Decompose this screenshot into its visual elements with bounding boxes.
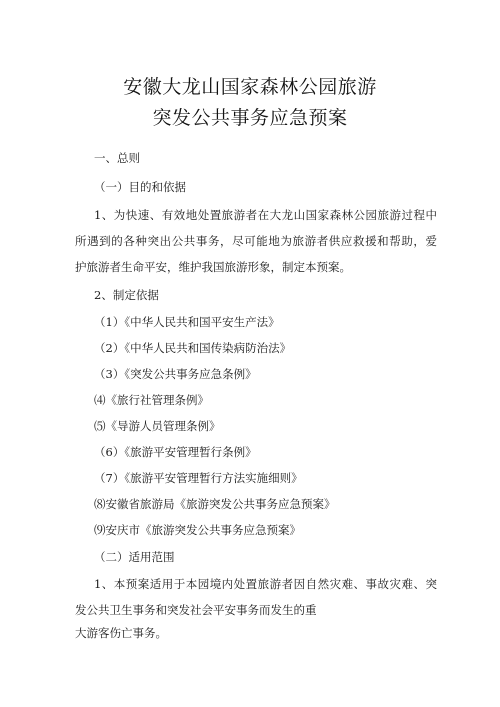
document-title-line-2: 突发公共事务应急预案 [152, 107, 348, 129]
subsection-heading-scope: （二）适用范围 [94, 550, 175, 564]
basis-item: （6）《旅游平安管理暂行条例》 [94, 445, 257, 459]
basis-item: （7）《旅游平安管理暂行方法实施细则》 [94, 471, 303, 485]
section-heading-general: 一、总则 [94, 151, 140, 165]
paragraph-scope-line-1: 1、本预案适用于本园境内处置旅游者因自然灾难、事故灾难、突 [94, 577, 437, 591]
basis-item: ⑷《旅行社管理条例》 [94, 393, 209, 407]
paragraph-purpose-line-2: 所遇到的各种突出公共事务，尽可能地为旅游者供应救援和帮助，爱 [75, 234, 437, 248]
paragraph-purpose-line-1: 1、为快速、有效地处置旅游者在大龙山国家森林公园旅游过程中 [94, 208, 437, 222]
basis-item: ⑻安徽省旅游局《旅游突发公共事务应急预案》 [94, 497, 336, 511]
document-title-line-1: 安徽大龙山国家森林公园旅游 [123, 76, 377, 98]
subsection-heading-basis: 2、制定依据 [94, 288, 159, 302]
paragraph-purpose-line-3: 护旅游者生命平安，维护我国旅游形象，制定本预案。 [75, 260, 351, 274]
basis-item: ⑼安庆市《旅游突发公共事务应急预案》 [94, 523, 301, 537]
paragraph-scope-line-2: 发公共卫生事务和突发社会平安事务而发生的重 [75, 603, 317, 617]
basis-item: （1）《中华人民共和国平安生产法》 [94, 315, 280, 329]
paragraph-scope-line-3: 大游客伤亡事务。 [75, 626, 167, 640]
basis-item: （3）《突发公共事务应急条例》 [94, 367, 257, 381]
subsection-heading-purpose: （一）目的和依据 [94, 180, 186, 194]
basis-item: （2）《中华人民共和国传染病防治法》 [94, 341, 292, 355]
basis-item: ⑸《导游人员管理条例》 [94, 419, 221, 433]
